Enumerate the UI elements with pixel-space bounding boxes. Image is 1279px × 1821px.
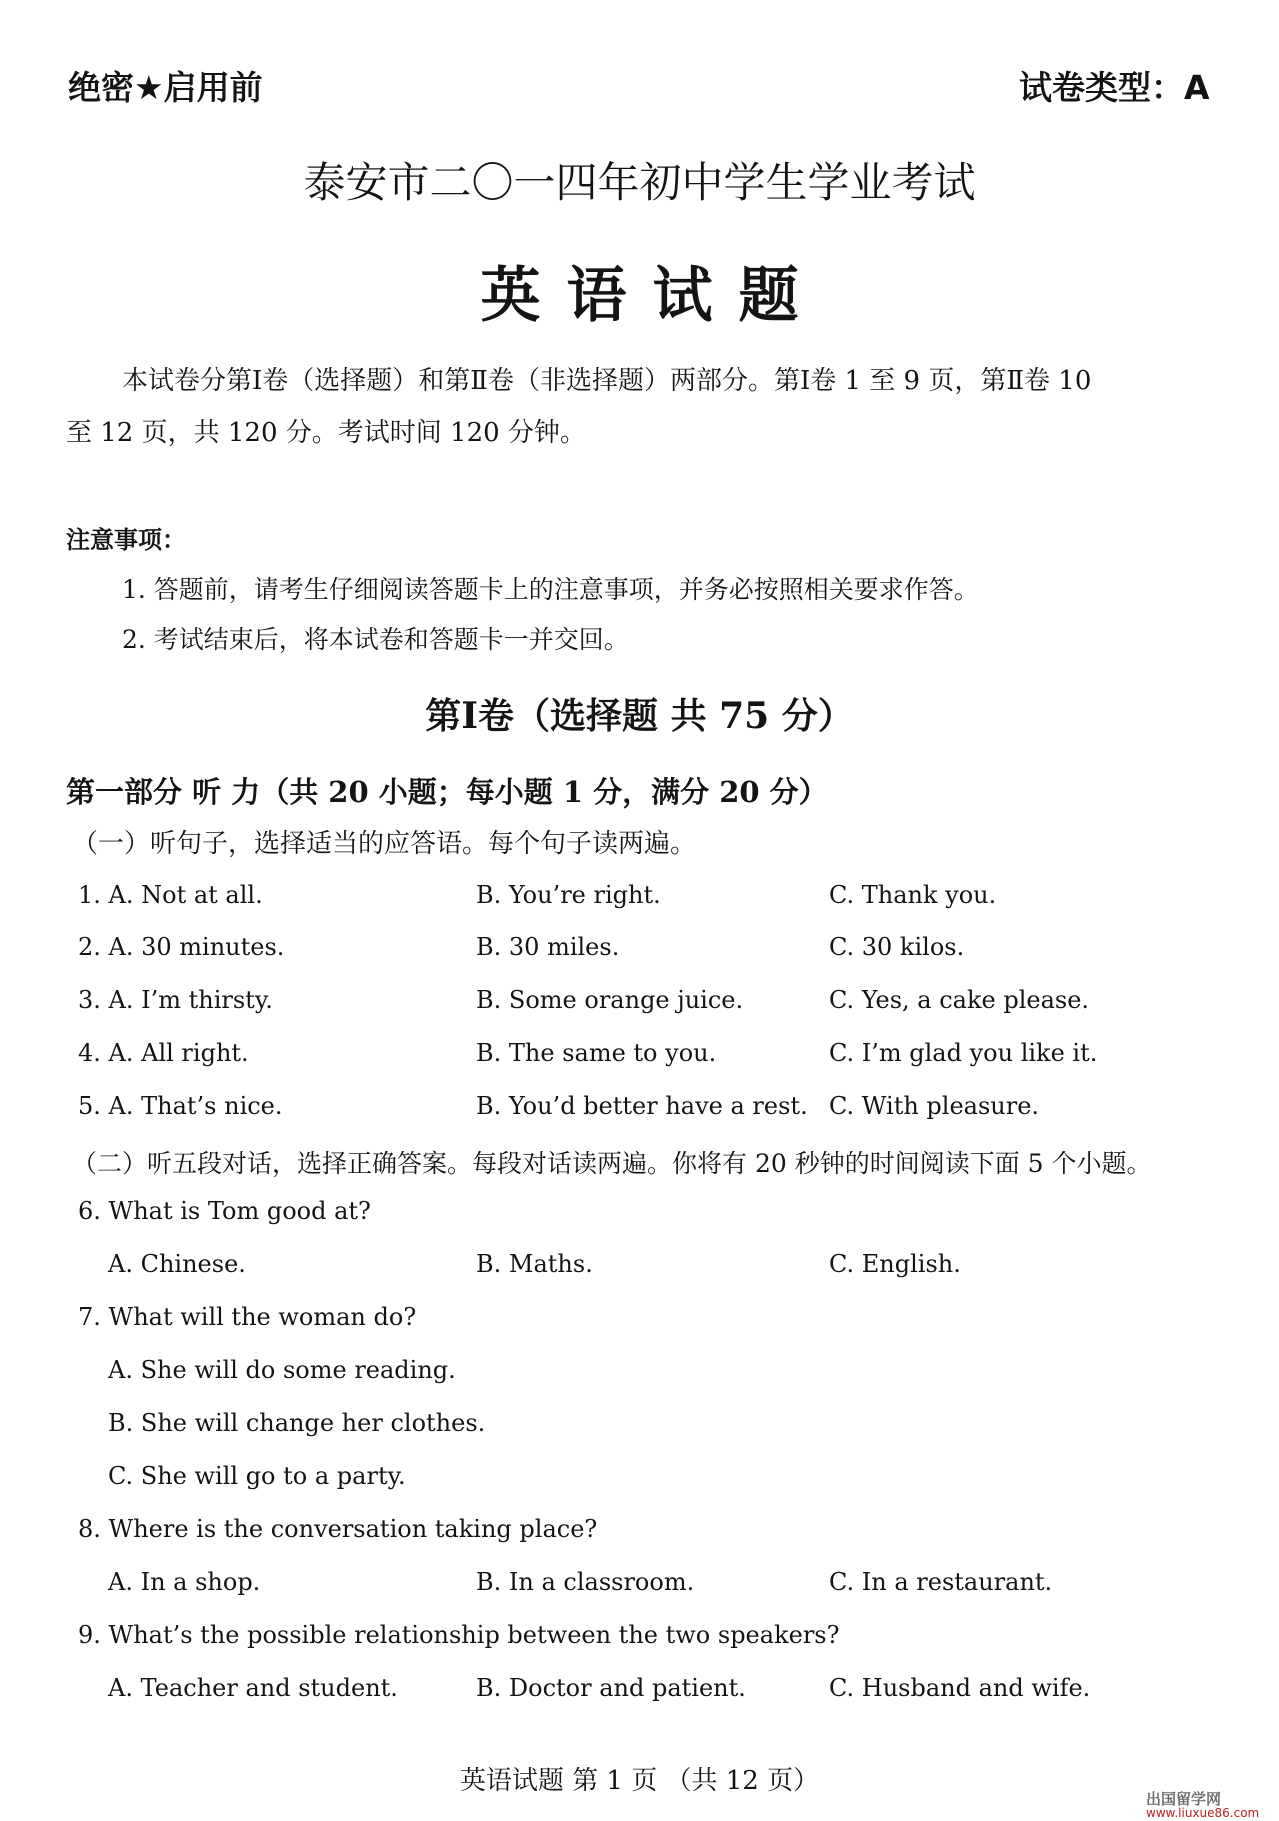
q8-option-c: C. In a restaurant. [829, 1568, 1053, 1596]
q2-option-b: B. 30 miles. [476, 933, 620, 961]
section1-instruction: （一）听句子，选择适当的应答语。每个句子读两遍。 [72, 829, 697, 859]
section2-instruction: （二）听五段对话，选择正确答案。每段对话读两遍。你将有 20 秒钟的时间阅读下面 5 个小题。 [72, 1149, 1152, 1178]
q2-option-a: 2. A. 30 minutes. [78, 933, 285, 961]
q4-option-a: 4. A. All right. [78, 1039, 249, 1067]
intro-line-2: 至 12 页，共 120 分。考试时间 120 分钟。 [66, 418, 586, 448]
q4-option-c: C. I’m glad you like it. [829, 1039, 1098, 1067]
part1-title: 第一部分 听 力（共 20 小题；每小题 1 分，满分 20 分） [66, 775, 828, 809]
q2-option-c: C. 30 kilos. [829, 933, 965, 961]
q5-option-a: 5. A. That’s nice. [78, 1092, 283, 1120]
intro-line-1: 本试卷分第Ⅰ卷（选择题）和第Ⅱ卷（非选择题）两部分。第Ⅰ卷 1 至 9 页，第Ⅱ卷 10 [122, 366, 1092, 396]
subject-title: 英语试题 [480, 261, 825, 331]
q8-option-b: B. In a classroom. [476, 1568, 695, 1596]
q5-option-c: C. With pleasure. [829, 1092, 1040, 1120]
q9-option-b: B. Doctor and patient. [476, 1674, 746, 1702]
notes-heading: 注意事项： [66, 526, 186, 554]
q6-option-a: A. Chinese. [108, 1250, 246, 1278]
q8-stem: 8. Where is the conversation taking place? [78, 1515, 598, 1543]
q7-stem: 7. What will the woman do? [78, 1303, 417, 1331]
q9-option-c: C. Husband and wife. [829, 1674, 1091, 1702]
q7-option-a: A. She will do some reading. [108, 1356, 456, 1384]
q9-option-a: A. Teacher and student. [108, 1674, 398, 1702]
q6-option-c: C. English. [829, 1250, 961, 1278]
q6-option-b: B. Maths. [476, 1250, 593, 1278]
watermark-name: 出国留学网 [1146, 1790, 1222, 1808]
q1-option-b: B. You’re right. [476, 881, 661, 909]
volume-title: 第Ⅰ卷（选择题 共 75 分） [425, 695, 854, 737]
q5-option-b: B. You’d better have a rest. [476, 1092, 808, 1120]
q4-option-b: B. The same to you. [476, 1039, 717, 1067]
watermark-url: www.liuxue86.com [1146, 1806, 1260, 1820]
q1-option-a: 1. A. Not at all. [78, 881, 263, 909]
q3-option-b: B. Some orange juice. [476, 986, 744, 1014]
q8-option-a: A. In a shop. [108, 1568, 261, 1596]
exam-title: 泰安市二〇一四年初中学生学业考试 [303, 158, 976, 207]
q6-stem: 6. What is Tom good at? [78, 1197, 371, 1225]
q7-option-b: B. She will change her clothes. [108, 1409, 486, 1437]
q7-option-c: C. She will go to a party. [108, 1462, 406, 1490]
paper-type-label: 试卷类型：A [1019, 68, 1210, 107]
secret-label: 绝密★启用前 [68, 68, 263, 107]
q1-option-c: C. Thank you. [829, 881, 997, 909]
page-footer: 英语试题 第 1 页 （共 12 页） [459, 1766, 820, 1796]
note-item: 1. 答题前，请考生仔细阅读答题卡上的注意事项，并务必按照相关要求作答。 [122, 575, 979, 604]
note-item: 2. 考试结束后，将本试卷和答题卡一并交回。 [122, 625, 629, 654]
q3-option-a: 3. A. I’m thirsty. [78, 986, 273, 1014]
q3-option-c: C. Yes, a cake please. [829, 986, 1090, 1014]
q9-stem: 9. What’s the possible relationship between the two speakers? [78, 1621, 840, 1649]
